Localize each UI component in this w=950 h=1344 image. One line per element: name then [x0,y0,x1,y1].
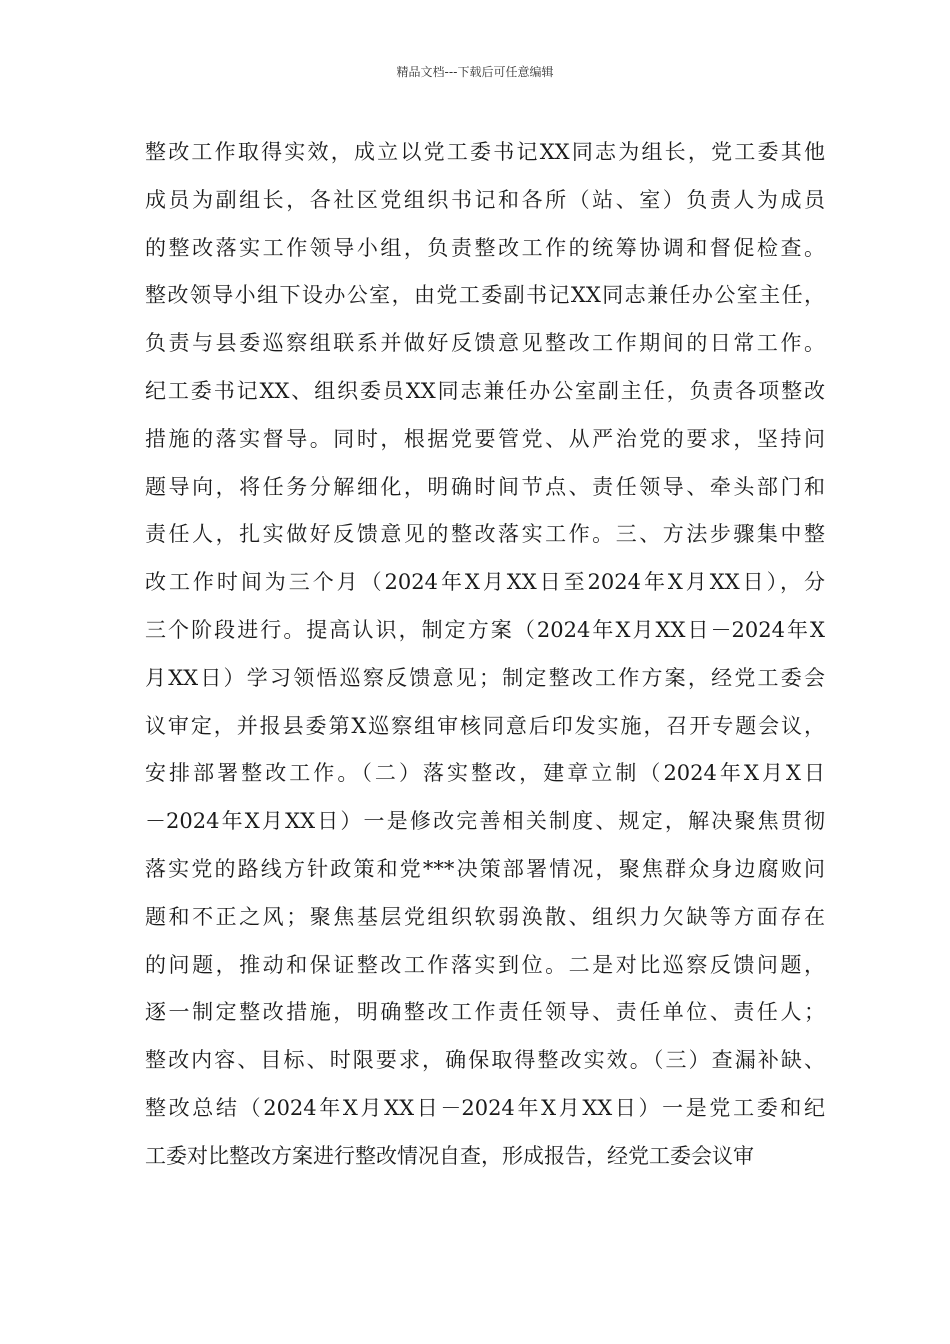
body-line: 逐一制定整改措施，明确整改工作责任领导、责任单位、责任人； [145,1000,825,1025]
body-line: 纪工委书记XX、组织委员XX同志兼任办公室副主任，负责各项整改 [145,378,825,403]
body-line: 负责与县委巡察组联系并做好反馈意见整改工作期间的日常工作。 [145,331,825,356]
body-line: 成员为副组长，各社区党组织书记和各所（站、室）负责人为成员 [145,187,825,212]
body-line: 工委对比整改方案进行整改情况自查，形成报告，经党工委会议审 [145,1143,754,1168]
body-line: 措施的落实督导。同时，根据党要管党、从严治党的要求，坚持问 [145,426,825,451]
body-line: 题和不正之风；聚焦基层党组织软弱涣散、组织力欠缺等方面存在 [145,904,825,929]
body-line: 题导向，将任务分解细化，明确时间节点、责任领导、牵头部门和 [145,474,825,499]
body-line: 整改总结（2024年X月XX日－2024年X月XX日）一是党工委和纪 [145,1095,825,1120]
body-line: 三个阶段进行。提高认识，制定方案（2024年X月XX日－2024年X [145,617,825,642]
body-line: 的整改落实工作领导小组，负责整改工作的统筹协调和督促检查。 [145,235,825,260]
body-line: 整改工作取得实效，成立以党工委书记XX同志为组长，党工委其他 [145,140,825,164]
body-line: 落实党的路线方针政策和党***决策部署情况，聚焦群众身边腐败问 [145,856,825,881]
body-line: 整改领导小组下设办公室，由党工委副书记XX同志兼任办公室主任， [145,283,825,308]
body-line: 的问题，推动和保证整改工作落实到位。二是对比巡察反馈问题， [145,952,825,977]
document-body [145,129,825,1181]
body-line: 整改内容、目标、时限要求，确保取得整改实效。（三）查漏补缺、 [145,1048,825,1073]
body-line: －2024年X月XX日）一是修改完善相关制度、规定，解决聚焦贯彻 [145,809,825,834]
body-line: 安排部署整改工作。（二）落实整改，建章立制（2024年X月X日 [145,761,825,786]
body-line: 议审定，并报县委第X巡察组审核同意后印发实施，召开专题会议， [145,713,825,738]
page-header: 精品文档---下载后可任意编辑 [396,65,554,79]
body-line: 月XX日）学习领悟巡察反馈意见；制定整改工作方案，经党工委会 [145,665,825,690]
body-line: 责任人，扎实做好反馈意见的整改落实工作。三、方法步骤集中整 [145,522,825,547]
body-line: 改工作时间为三个月（2024年X月XX日至2024年X月XX日），分 [145,570,825,595]
